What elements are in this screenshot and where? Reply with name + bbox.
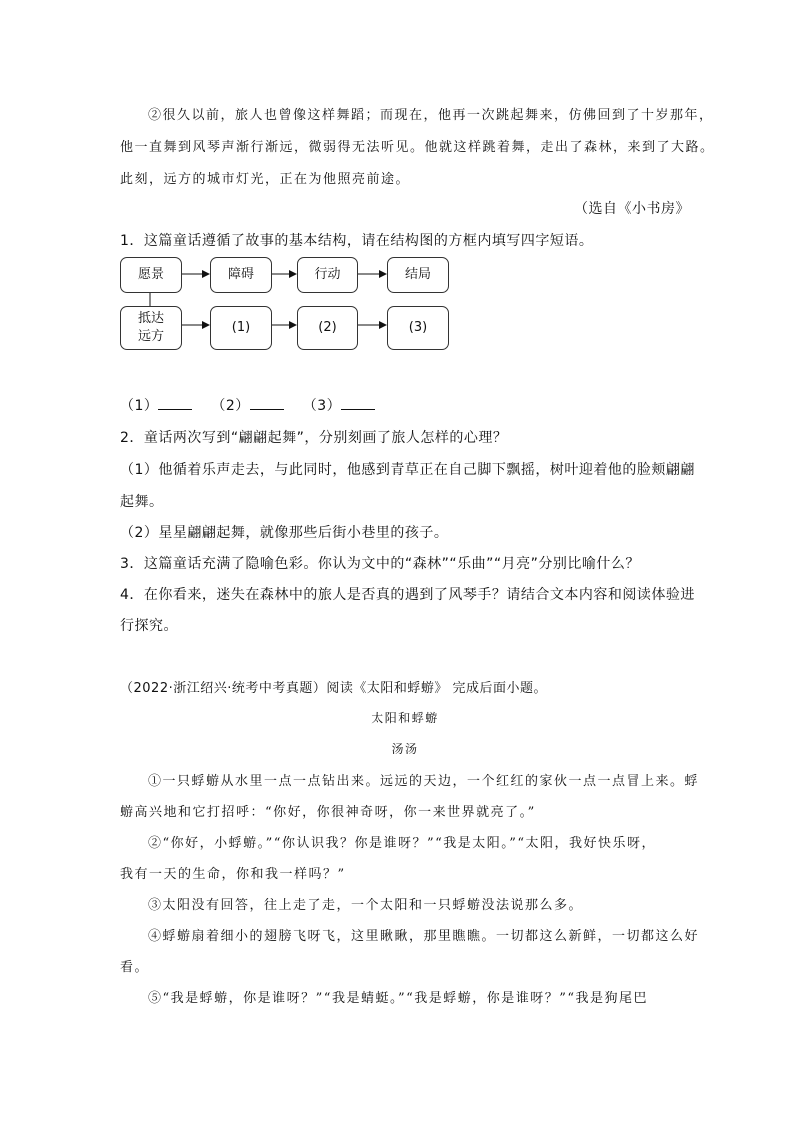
answer-label-2: （2） xyxy=(211,398,250,414)
passage2-para5-line1: ⑤“我是蜉蝣，你是谁呀？”“我是蜻蜓。”“我是蜉蝣，你是谁呀？”“我是狗尾巴 xyxy=(148,991,649,1006)
diagram-box-action: 行动 xyxy=(297,257,358,293)
diagram-box-vision: 愿景 xyxy=(120,257,182,293)
question-2-item-1-line1: （1）他循着乐声走去，与此同时，他感到青草正在自己脚下飘摇，树叶迎着他的脸颊翩翩 xyxy=(120,462,695,478)
answer-label-3: （3） xyxy=(302,398,342,414)
passage2-para4-line2: 看。 xyxy=(120,960,150,975)
question-2: 2．童话两次写到“翩翩起舞”，分别刻画了旅人怎样的心理？ xyxy=(120,430,508,446)
question-2-item-1-line2: 起舞。 xyxy=(120,494,164,510)
passage2-para3: ③太阳没有回答，往上走了走，一个太阳和一只蜉蝣没法说那么多。 xyxy=(148,898,584,913)
passage1-para2-line1: ②很久以前，旅人也曾像这样舞蹈；而现在，他再一次跳起舞来，仿佛回到了十岁那年， xyxy=(148,108,714,123)
answer-blank-3[interactable] xyxy=(341,397,375,410)
passage2-para4-line1: ④蜉蝣扇着细小的翅膀飞呀飞，这里瞅瞅，那里瞧瞧。一切都这么新鲜，一切都这么好 xyxy=(148,929,700,944)
passage2-title: 太阳和蜉蝣 xyxy=(371,711,439,725)
diagram-box-ending: 结局 xyxy=(387,257,449,293)
question-1: 1．这篇童话遵循了故事的基本结构，请在结构图的方框内填写四字短语。 xyxy=(120,233,594,249)
diagram-box-reach-far xyxy=(120,306,182,350)
diagram-box-obstacle: 障碍 xyxy=(210,257,272,293)
diagram-box-reach-far-line1: 抵达 xyxy=(137,311,164,326)
passage2-para2-line2: 我有一天的生命，你和我一样吗？” xyxy=(120,867,346,882)
diagram-box-reach-far-line2: 远方 xyxy=(137,329,164,344)
diagram-blank-box-2[interactable]: (2) xyxy=(297,306,358,350)
passage1-source: （选自《小书房》 xyxy=(574,201,690,217)
answer-label-1: （1） xyxy=(120,398,159,414)
question-1-answer-blanks xyxy=(120,395,690,415)
answer-blank-1[interactable] xyxy=(158,397,192,410)
question-2-item-2: （2）星星翩翩起舞，就像那些后街小巷里的孩子。 xyxy=(120,525,449,541)
passage2-para1-line1: ①一只蜉蝣从水里一点一点钻出来。远远的天边，一个红红的家伙一点一点冒上来。蜉 xyxy=(148,774,700,789)
question-4-line2: 行探究。 xyxy=(120,618,178,634)
answer-blank-2[interactable] xyxy=(250,397,284,410)
passage2-para2-line1: ②“你好，小蜉蝣。”“你认识我？你是谁呀？”“我是太阳。”“太阳，我好快乐呀， xyxy=(148,836,657,851)
passage2-author: 汤汤 xyxy=(391,742,419,756)
diagram-blank-box-3[interactable]: (3) xyxy=(387,306,449,350)
passage2-intro: （2022·浙江绍兴·统考中考真题）阅读《太阳和蜉蝣》 完成后面小题。 xyxy=(120,681,547,696)
diagram-blank-box-1[interactable]: (1) xyxy=(210,306,272,350)
passage1-para2-line3: 此刻，远方的城市灯光，正在为他照亮前途。 xyxy=(120,172,411,187)
passage1-para2-line2: 他一直舞到风琴声渐行渐远，微弱得无法听见。他就这样跳着舞，走出了森林，来到了大路。 xyxy=(120,140,715,155)
question-4-line1: 4．在你看来，迷失在森林中的旅人是否真的遇到了风琴手？请结合文本内容和阅读体验进 xyxy=(120,587,695,603)
passage2-para1-line2: 蝣高兴地和它打招呼：“你好，你很神奇呀，你一来世界就亮了。” xyxy=(120,805,536,820)
question-3: 3．这篇童话充满了隐喻色彩。你认为文中的“森林”“乐曲”“月亮”分别比喻什么？ xyxy=(120,556,640,572)
